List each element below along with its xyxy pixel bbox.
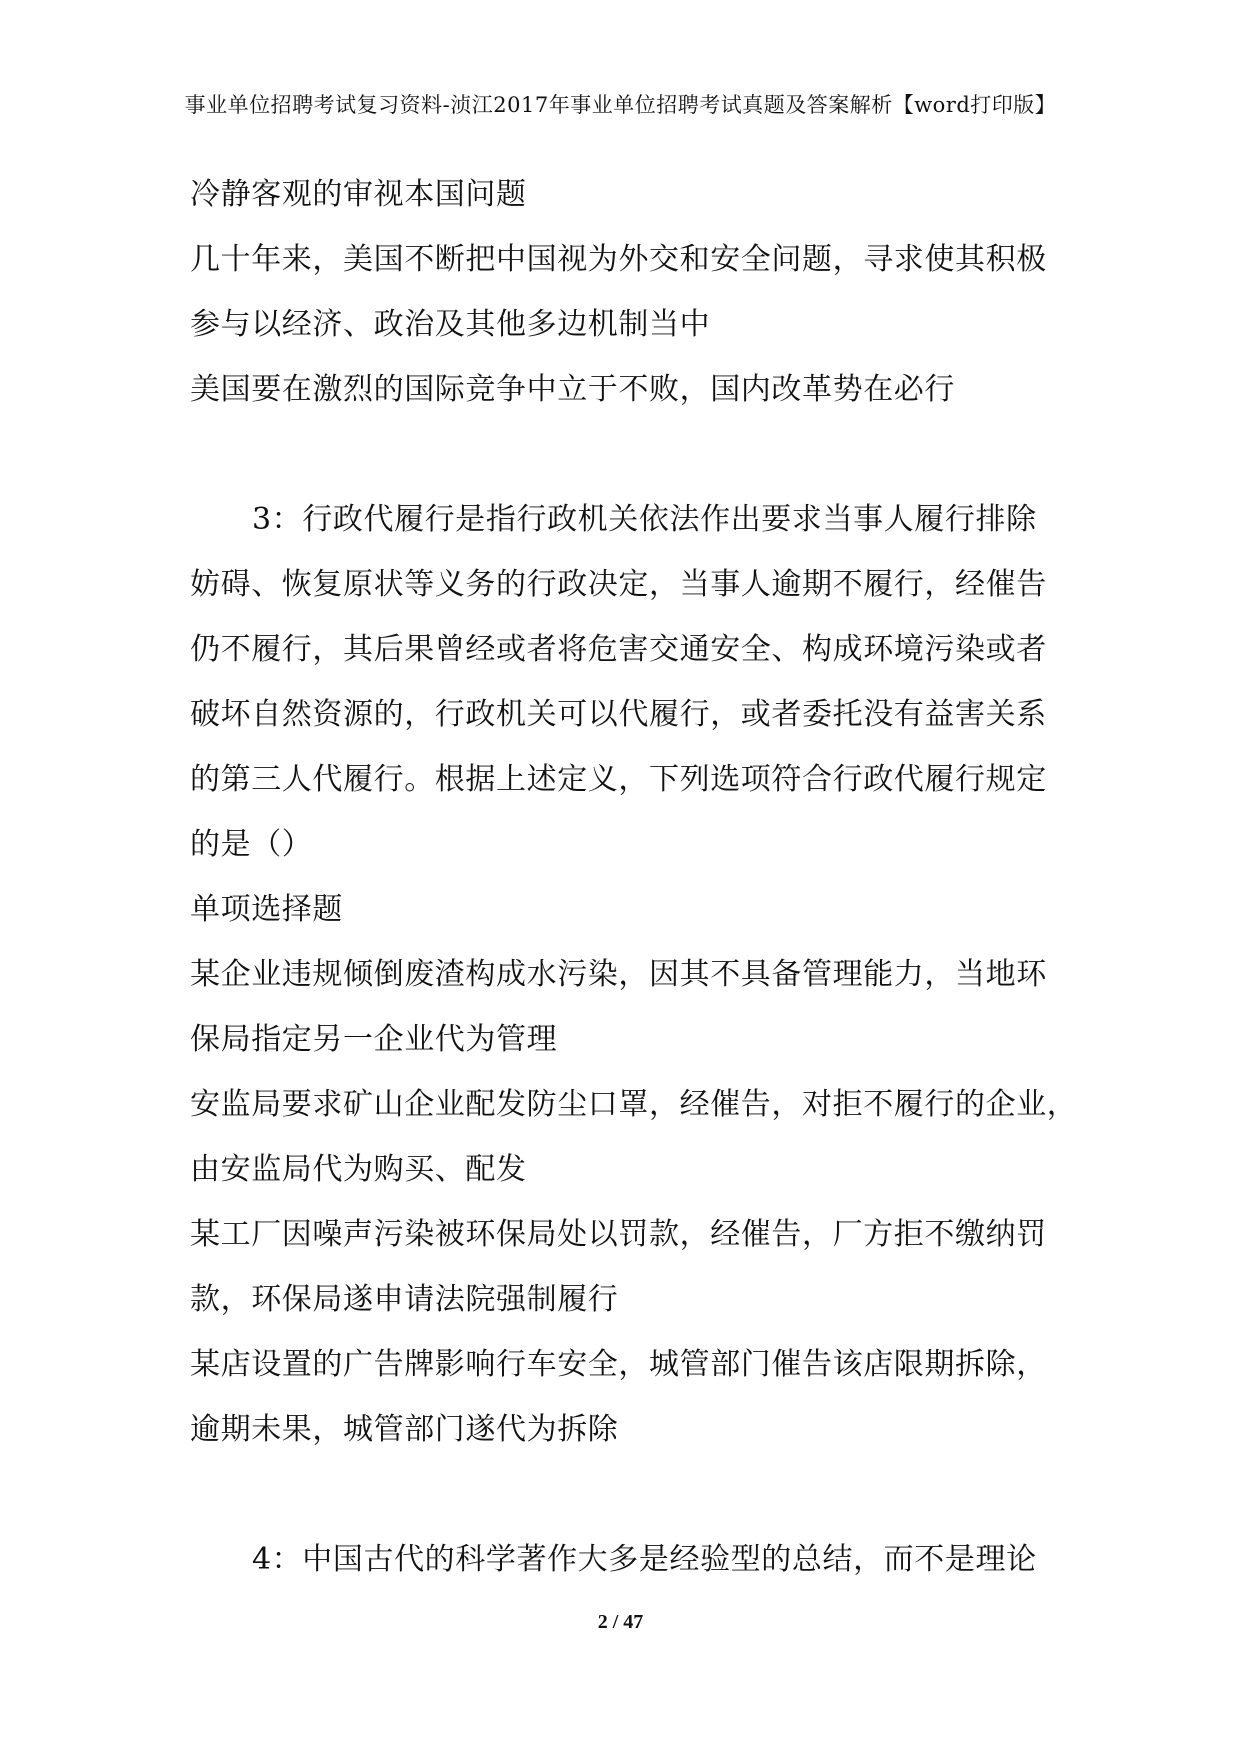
q3-option-a-line-2: 保局指定另一企业代为管理 — [190, 1022, 558, 1057]
page-number: 2 / 47 — [597, 1611, 644, 1633]
q4-stem-line-1: 4：中国古代的科学著作大多是经验型的总结，而不是理论 — [252, 1542, 1037, 1577]
page-header: 事业单位招聘考试复习资料-浈江2017年事业单位招聘考试真题及答案解析【word打印版】 — [184, 93, 1057, 117]
q2-option-4-line-1: 几十年来，美国不断把中国视为外交和安全问题，寻求使其积极 — [190, 242, 1047, 277]
document-body — [190, 162, 1078, 1592]
q2-option-4-line-2: 参与以经济、政治及其他多边机制当中 — [190, 307, 711, 342]
q3-option-a-line-1: 某企业违规倾倒废渣构成水污染，因其不具备管理能力，当地环 — [190, 957, 1047, 992]
q3-stem-line-6: 的是（） — [190, 827, 313, 862]
q3-stem-line-5: 的第三人代履行。根据上述定义，下列选项符合行政代履行规定 — [190, 762, 1047, 797]
q3-option-c-line-1: 某工厂因噪声污染被环保局处以罚款，经催告，厂方拒不缴纳罚 — [190, 1217, 1047, 1252]
q3-stem-line-2: 妨碍、恢复原状等义务的行政决定，当事人逾期不履行，经催告 — [190, 567, 1047, 602]
q3-stem-line-1: 3：行政代履行是指行政机关依法作出要求当事人履行排除 — [252, 502, 1037, 537]
q3-option-d-line-1: 某店设置的广告牌影响行车安全，城管部门催告该店限期拆除， — [190, 1347, 1047, 1382]
q3-stem-line-4: 破坏自然资源的，行政机关可以代履行，或者委托没有益害关系 — [190, 697, 1047, 732]
q2-option-3: 冷静客观的审视本国问题 — [190, 177, 527, 212]
spacer — [190, 422, 1070, 487]
spacer — [190, 1462, 1070, 1527]
q3-option-d-line-2: 逾期未果，城管部门遂代为拆除 — [190, 1412, 619, 1447]
q2-option-5: 美国要在激烈的国际竞争中立于不败，国内改革势在必行 — [190, 372, 955, 407]
q3-option-b-line-2: 由安监局代为购买、配发 — [190, 1152, 527, 1187]
q3-option-b-line-1: 安监局要求矿山企业配发防尘口罩，经催告，对拒不履行的企业， — [190, 1087, 1078, 1122]
q3-option-c-line-2: 款，环保局遂申请法院强制履行 — [190, 1282, 619, 1317]
q3-question-type: 单项选择题 — [190, 892, 343, 927]
q3-stem-line-3: 仍不履行，其后果曾经或者将危害交通安全、构成环境污染或者 — [190, 632, 1047, 667]
